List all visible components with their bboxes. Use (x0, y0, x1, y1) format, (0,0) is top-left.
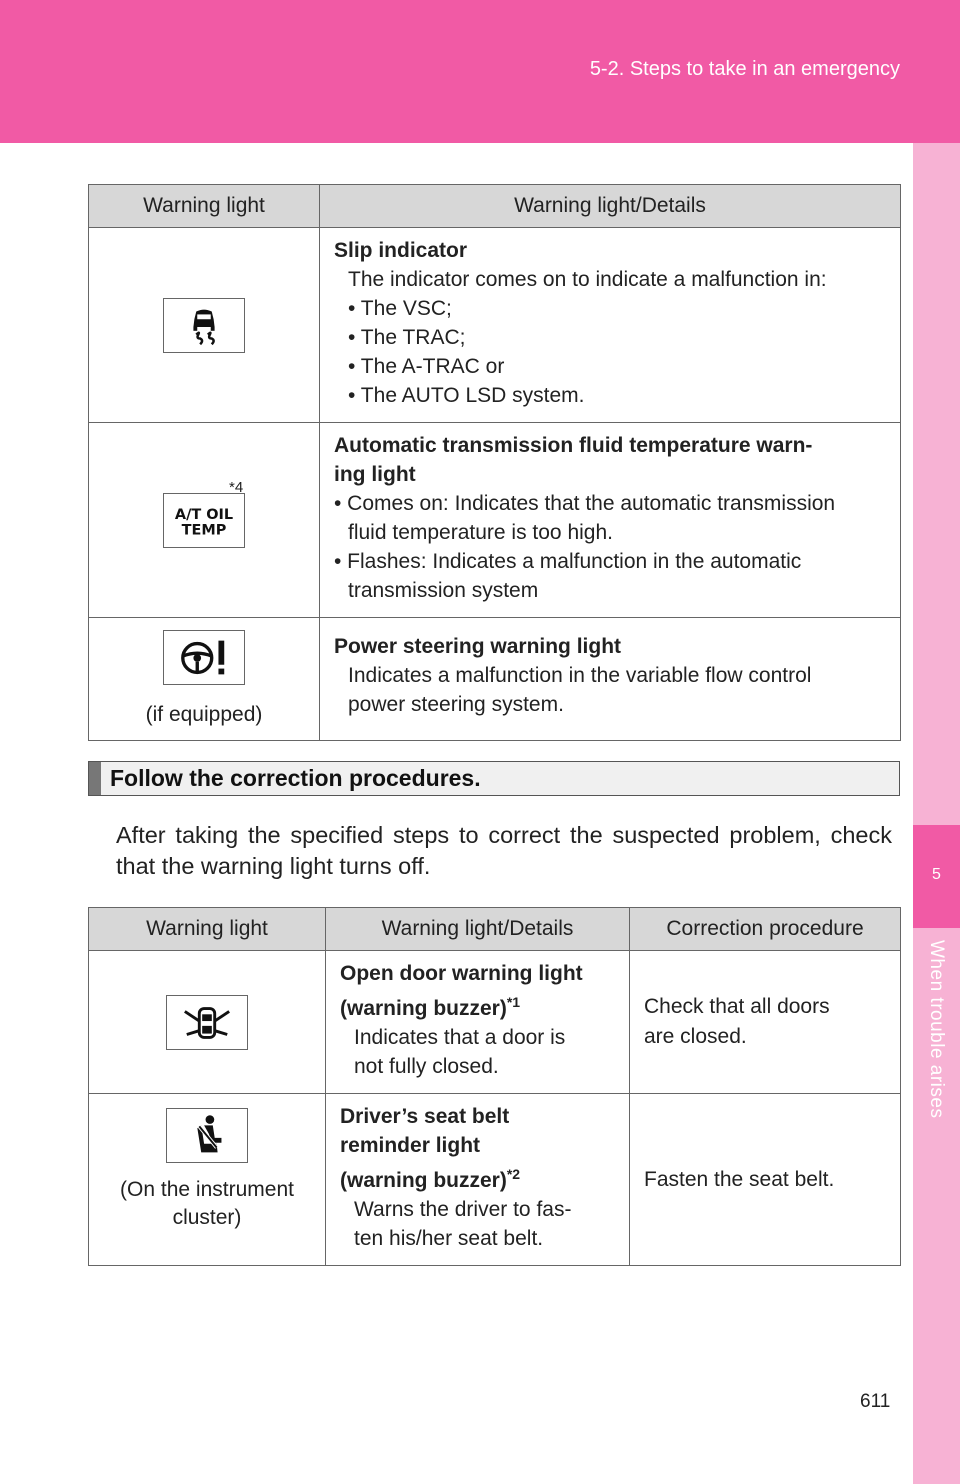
seat-belt-reminder-icon (166, 1108, 248, 1163)
table-row-at-oil-temp (89, 423, 901, 618)
at-oil-temp-bullet-cont: transmission system (348, 579, 539, 602)
seat-belt-text: ten his/her seat belt. (354, 1227, 544, 1250)
column-header-warning-light: Warning light (89, 908, 326, 951)
power-steering-text: Indicates a malfunction in the variable flow control (348, 664, 812, 687)
slip-indicator-text: The indicator comes on to indicate a malfunction in: (348, 268, 827, 291)
footnote-marker: *2 (506, 1166, 521, 1182)
slip-indicator-title: Slip indicator (334, 239, 468, 262)
power-steering-warning-icon (163, 630, 245, 685)
footnote-marker: *1 (506, 994, 521, 1010)
slip-indicator-item: • The AUTO LSD system. (348, 384, 585, 407)
at-oil-temp-icon-text-line2: TEMP (181, 521, 227, 538)
table-header-row (89, 908, 901, 951)
open-door-title: Open door warning light (340, 962, 583, 985)
open-door-icon (166, 995, 248, 1050)
icon-cell (89, 618, 320, 741)
icon-cell (89, 228, 320, 423)
chapter-label: When trouble arises (926, 940, 947, 1119)
power-steering-text: power steering system. (348, 693, 564, 716)
table-row-power-steering (89, 618, 901, 741)
page-header (0, 0, 960, 143)
column-header-details: Warning light/Details (326, 908, 630, 951)
at-oil-temp-bullet: • Flashes: Indicates a malfunction in the automatic (334, 550, 802, 573)
table-row-seat-belt (89, 1094, 901, 1266)
chapter-number: 5 (932, 866, 941, 883)
instrument-cluster-note-line: (On the instrument (120, 1178, 294, 1201)
warning-lights-table (88, 184, 901, 741)
column-header-details: Warning light/Details (320, 185, 901, 228)
at-oil-temp-bullet: • Comes on: Indicates that the automatic transmission (334, 492, 836, 515)
slip-indicator-item: • The TRAC; (348, 326, 466, 349)
icon-cell (89, 951, 326, 1094)
open-door-correction (630, 951, 901, 1094)
icon-cell (89, 1094, 326, 1266)
seat-belt-correction (630, 1094, 901, 1266)
banner-title: Follow the correction procedures. (110, 765, 481, 791)
slip-indicator-item: • The VSC; (348, 297, 452, 320)
at-oil-temp-details (320, 423, 901, 618)
correction-text: are closed. (644, 1025, 747, 1048)
seat-belt-title (340, 1160, 617, 1195)
at-oil-temp-icon (163, 493, 245, 548)
at-oil-temp-title: ing light (334, 463, 416, 486)
at-oil-temp-icon-text-line1: A/T OIL (174, 506, 234, 523)
side-tab-strip (913, 143, 960, 1484)
at-oil-temp-title: Automatic transmission fluid temperature warn- (334, 434, 813, 457)
chapter-label-wrap (913, 940, 960, 1150)
slip-indicator-icon (163, 298, 245, 353)
column-header-correction: Correction procedure (630, 908, 901, 951)
footnote-marker: *4 (229, 479, 244, 496)
seat-belt-text: Warns the driver to fas- (354, 1198, 572, 1221)
power-steering-title: Power steering warning light (334, 635, 622, 658)
table-header-row (89, 185, 901, 228)
banner-accent-bar (89, 762, 101, 795)
correction-procedure-table (88, 907, 901, 1266)
open-door-text: not fully closed. (354, 1055, 499, 1078)
intro-paragraph: After taking the specified steps to correct the suspected problem, check that the warning light turns off. (116, 822, 892, 879)
power-steering-details (320, 618, 901, 741)
open-door-details (326, 951, 630, 1094)
if-equipped-note: (if equipped) (145, 702, 263, 726)
column-header-warning-light: Warning light (89, 185, 320, 228)
instrument-cluster-note (89, 1176, 325, 1232)
open-door-title-text: (warning buzzer) (340, 997, 507, 1020)
section-title: 5-2. Steps to take in an emergency (589, 58, 900, 80)
seat-belt-title: reminder light (340, 1134, 481, 1157)
open-door-text: Indicates that a door is (354, 1026, 566, 1049)
seat-belt-title-text: (warning buzzer) (340, 1169, 507, 1192)
open-door-title (340, 988, 617, 1023)
table-row-slip-indicator (89, 228, 901, 423)
instrument-cluster-note-line: cluster) (172, 1206, 242, 1229)
section-banner (88, 761, 900, 796)
slip-indicator-item: • The A-TRAC or (348, 355, 505, 378)
correction-text: Check that all doors (644, 995, 830, 1018)
slip-indicator-details (320, 228, 901, 423)
correction-text: Fasten the seat belt. (644, 1167, 835, 1191)
page-number: 611 (860, 1391, 891, 1412)
table-row-open-door (89, 951, 901, 1094)
seat-belt-details (326, 1094, 630, 1266)
icon-cell (89, 423, 320, 618)
at-oil-temp-bullet-cont: fluid temperature is too high. (348, 521, 613, 544)
seat-belt-title: Driver’s seat belt (340, 1105, 510, 1128)
